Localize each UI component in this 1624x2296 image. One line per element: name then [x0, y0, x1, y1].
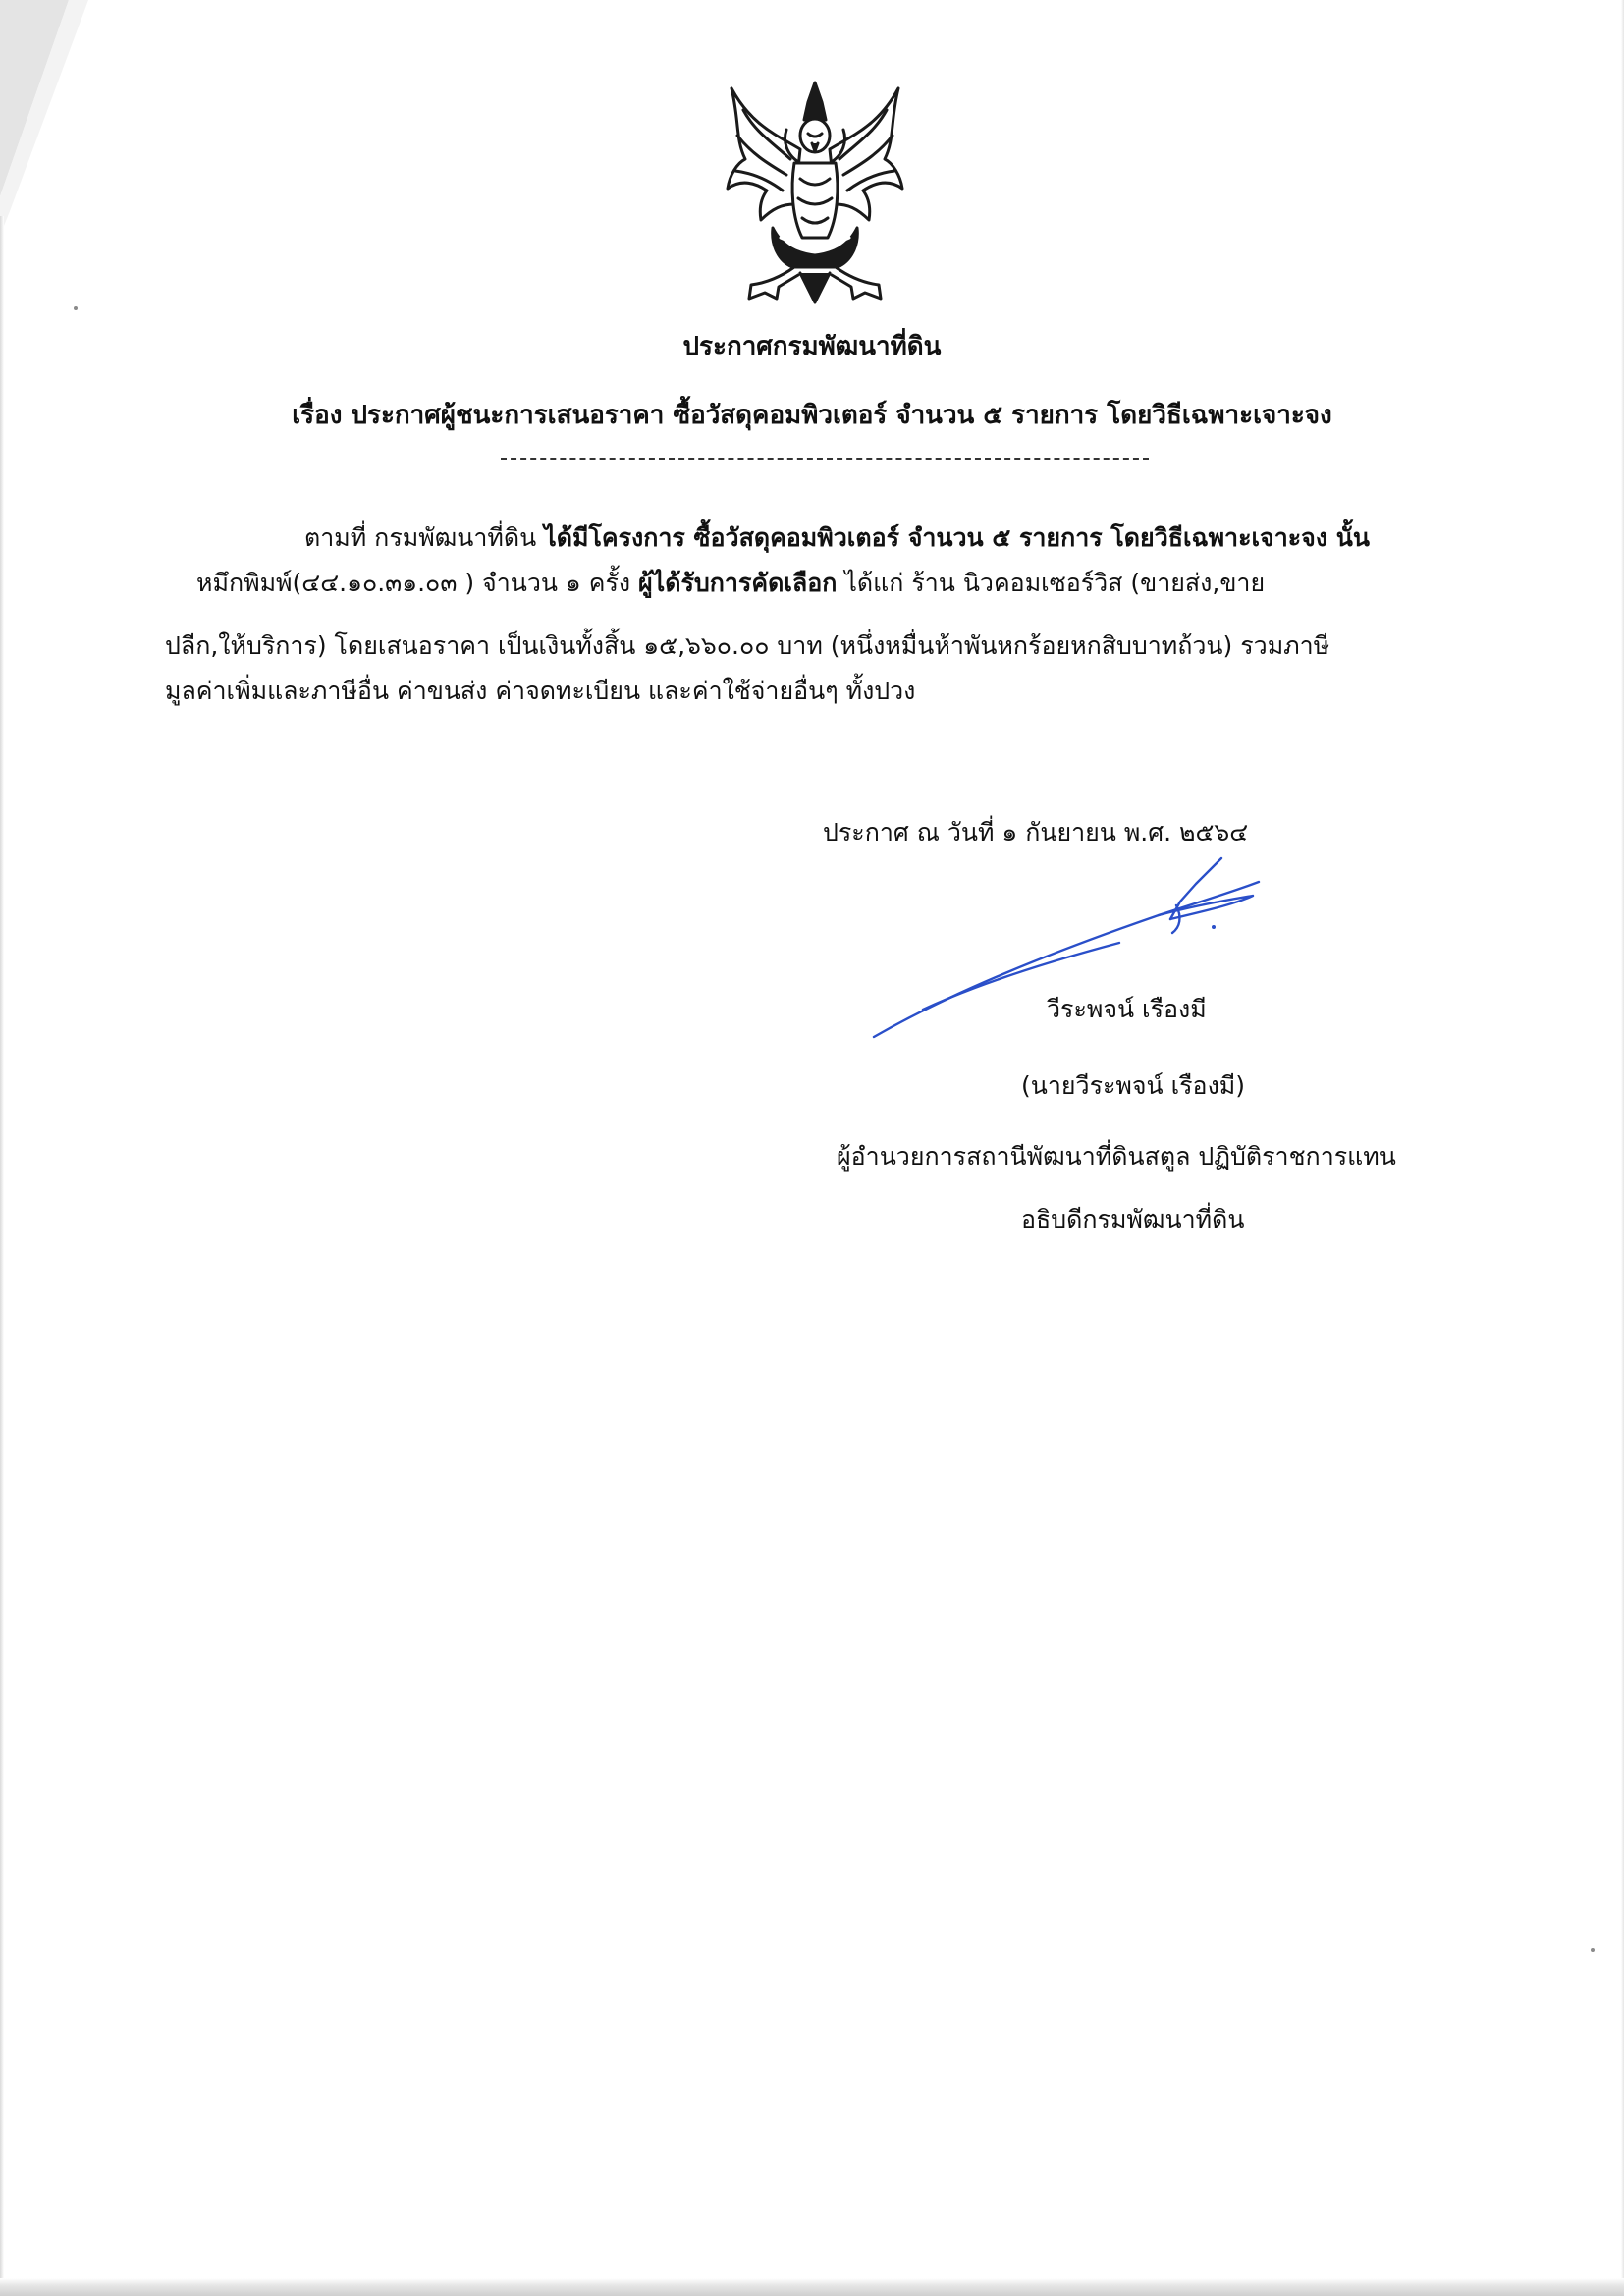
body-line-2-vendor: ได้แก่ ร้าน นิวคอมเซอร์วิส (ขายส่ง,ขาย	[837, 569, 1266, 597]
body-line-2	[196, 564, 1265, 603]
body-line-1-project: ได้มีโครงการ ซื้อวัสดุคอมพิวเตอร์ จำนวน ๕ รายการ โดยวิธีเฉพาะเจาะจง นั้น	[544, 523, 1370, 552]
body-line-2-item: หมึกพิมพ์(๔๔.๑๐.๓๑.๐๓ ) จำนวน ๑ ครั้ง	[196, 569, 639, 597]
signatory-full-name: (นายวีระพจน์ เรืองมี)	[1021, 1071, 1246, 1100]
garuda-emblem-icon	[722, 81, 908, 306]
title-divider	[501, 458, 1149, 460]
body-line-1	[304, 519, 1370, 558]
body-line-1-lead: ตามที่ กรมพัฒนาที่ดิน	[304, 523, 545, 552]
scan-speck	[1591, 1948, 1595, 1952]
body-line-3: ปลีก,ให้บริการ) โดยเสนอราคา เป็นเงินทั้งสิ้น ๑๕,๖๖๐.๐๐ บาท (หนึ่งหมื่นห้าพันหกร้อยหกสิบบาทถ้วน) รวมภาษี	[165, 631, 1330, 660]
signatory-position: ผู้อำนวยการสถานีพัฒนาที่ดินสตูล ปฏิบัติราชการแทน	[837, 1142, 1396, 1171]
body-line-4: มูลค่าเพิ่มและภาษีอื่น ค่าขนส่ง ค่าจดทะเบียน และค่าใช้จ่ายอื่นๆ ทั้งปวง	[165, 677, 916, 705]
announcement-date: ประกาศ ณ วันที่ ๑ กันยายน พ.ศ. ๒๕๖๔	[823, 818, 1249, 847]
signatory-name: วีระพจน์ เรืองมี	[1047, 995, 1207, 1023]
announcement-subject-title: เรื่อง ประกาศผู้ชนะการเสนอราคา ซื้อวัสดุคอมพิวเตอร์ จำนวน ๕ รายการ โดยวิธีเฉพาะเจาะจง	[292, 401, 1332, 430]
scan-bottom-edge	[0, 2278, 1624, 2296]
announcement-agency-title: ประกาศกรมพัฒนาที่ดิน	[682, 332, 942, 361]
scan-speck	[74, 306, 78, 310]
scan-folded-corner	[0, 0, 236, 236]
scan-left-edge	[0, 216, 4, 2296]
body-line-2-selected-label: ผู้ได้รับการคัดเลือก	[638, 569, 838, 597]
signatory-on-behalf: อธิบดีกรมพัฒนาที่ดิน	[1021, 1205, 1245, 1233]
